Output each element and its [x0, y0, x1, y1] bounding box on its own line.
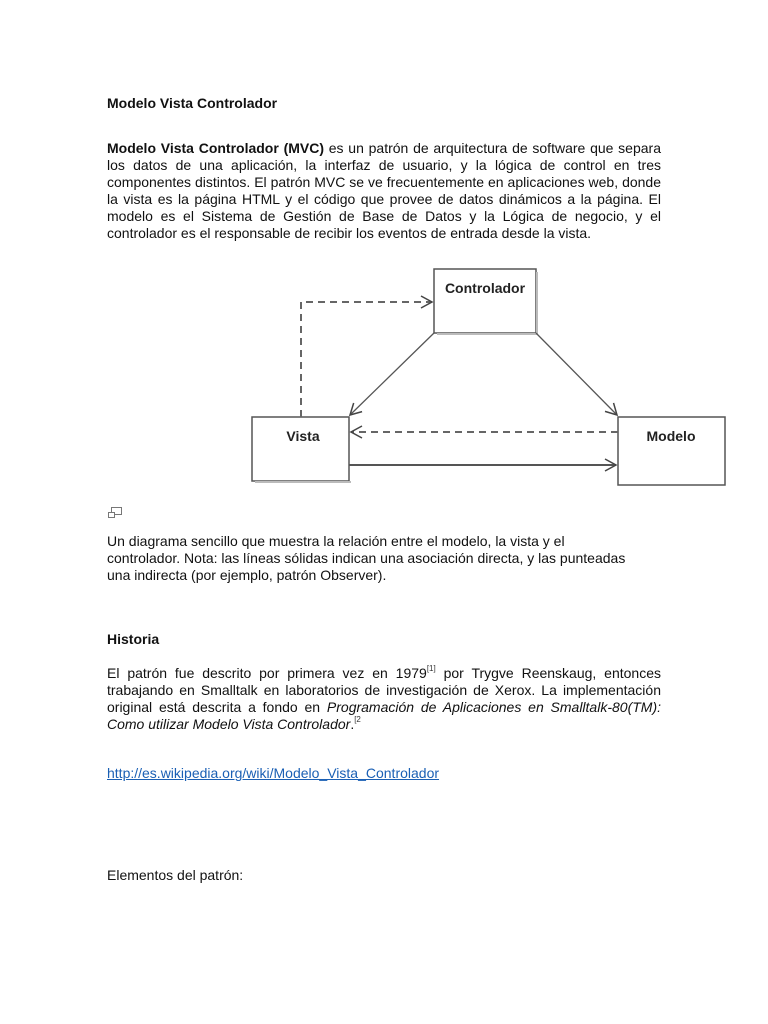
image-placeholder-icon	[107, 506, 123, 520]
controller-label: Controlador	[444, 280, 526, 296]
reference-1[interactable]: [1]	[426, 664, 436, 673]
diagram-caption: Un diagrama sencillo que muestra la relación entre el modelo, la vista y el controlador. Nota: las líneas sólidas indican una asociación directa, y las punteadas una indirecta (por ejemplo, patrón Observer).	[107, 533, 626, 583]
elementos-heading: Elementos del patrón:	[107, 867, 244, 883]
reference-2[interactable]: [2	[354, 715, 361, 724]
model-label: Modelo	[646, 428, 696, 444]
model-box	[618, 417, 725, 485]
historia-paragraph	[107, 665, 661, 733]
mvc-diagram	[145, 262, 696, 490]
historia-book-title: Programación de Aplicaciones en Smalltalk-80(TM): Como utilizar Modelo Vista Controlador	[107, 699, 661, 732]
historia-text-3: .	[350, 716, 355, 732]
historia-heading: Historia	[107, 631, 160, 647]
intro-text: es un patrón de arquitectura de software que separa los datos de una aplicación, la interfaz de usuario, y la lógica de control en tres componentes distintos. El patrón MVC se ve frecuentemente en aplicaciones web, donde la vista es la página HTML y el código que provee de datos dinámicos a la página. El modelo es el Sistema de Gestión de Base de Datos y la Lógica de negocio, y el controlador es el responsable de recibir los eventos de entrada desde la vista.	[107, 140, 661, 241]
intro-bold-term: Modelo Vista Controlador (MVC)	[107, 140, 324, 156]
view-label: Vista	[286, 428, 320, 444]
controller-box	[434, 269, 538, 335]
historia-text-1: El patrón fue descrito por primera vez en 1979	[107, 665, 427, 681]
historia-text-2: por Trygve Reenskaug, entonces trabajando en Smalltalk en laboratorios de investigación de Xerox. La implementación original está descrita a fondo en	[107, 665, 661, 715]
controller-to-model-arrow	[536, 333, 617, 415]
document-title: Modelo Vista Controlador	[107, 95, 278, 111]
intro-paragraph	[107, 140, 661, 242]
view-box	[252, 417, 351, 482]
controller-to-view-arrow	[350, 333, 434, 415]
wikipedia-link[interactable]: http://es.wikipedia.org/wiki/Modelo_Vista_Controlador	[107, 765, 440, 781]
